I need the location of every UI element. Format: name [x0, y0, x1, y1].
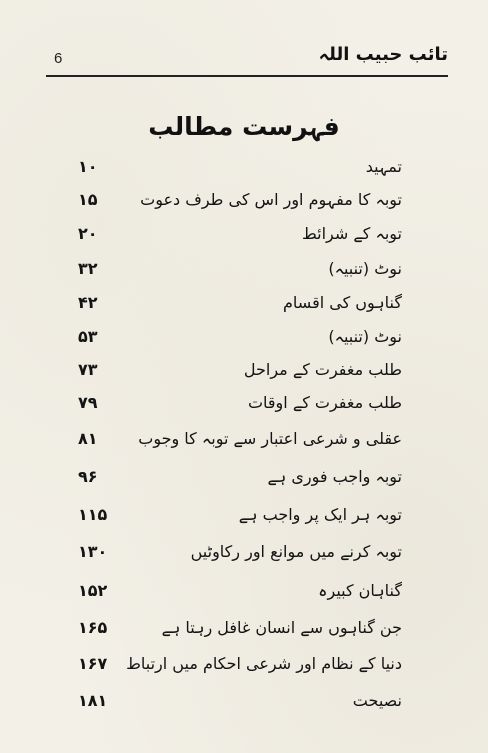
toc-entry-title: طلب مغفرت کے اوقات [247, 393, 402, 412]
toc-entry [78, 250, 402, 280]
toc-entry [78, 284, 402, 314]
toc-entry-title: عقلی و شرعی اعتبار سے توبہ کا وجوب [138, 429, 402, 448]
toc-entry [78, 572, 402, 602]
toc-entry-page: ۱۵۲ [78, 581, 108, 600]
toc-entry [78, 351, 402, 381]
toc-entry [78, 384, 402, 414]
toc-entry [78, 318, 402, 348]
toc-entry-title: توبہ کرنے میں موانع اور رکاوٹیں [190, 542, 402, 561]
toc-entry-page: ۱۰ [78, 157, 98, 176]
toc-entry-page: ۱۶۵ [78, 618, 108, 637]
running-header [30, 44, 458, 74]
toc-entry-page: ۱۶۷ [78, 654, 108, 673]
toc-entry-title: توبہ واجب فوری ہے [267, 467, 402, 486]
toc-entry-title: نوٹ (تنبیہ) [328, 327, 402, 346]
toc-heading: فہرست مطالب [148, 112, 340, 141]
toc-entry-page: ۴۲ [78, 293, 98, 312]
toc-entry-title: توبہ کا مفہوم اور اس کی طرف دعوت [140, 190, 402, 209]
toc-entry [78, 181, 402, 211]
toc-entry-title: دنیا کے نظام اور شرعی احکام میں ارتباط [126, 654, 402, 673]
toc-entry [78, 533, 402, 563]
toc-entry-title: نوٹ (تنبیہ) [328, 259, 402, 278]
toc-entry [78, 682, 402, 712]
toc-entry-page: ۲۰ [78, 224, 98, 243]
toc-entry-page: ۵۳ [78, 327, 98, 346]
toc-entry-page: ۱۵ [78, 190, 98, 209]
toc-entry-page: ۳۲ [78, 259, 98, 278]
toc-entry [78, 215, 402, 245]
toc-entry-page: ۷۹ [78, 393, 98, 412]
toc-entry-page: ۱۸۱ [78, 691, 108, 710]
toc-entry [78, 458, 402, 488]
toc-entry-page: ۷۳ [78, 360, 98, 379]
toc-entry [78, 645, 402, 675]
toc-entry [78, 609, 402, 639]
toc-entry-title: جن گناہوں سے انسان غافل رہتا ہے [161, 618, 402, 637]
toc-entry [78, 148, 402, 178]
toc-entry-page: ۱۱۵ [78, 505, 108, 524]
toc-entry-page: ۱۳۰ [78, 542, 108, 561]
toc-entry-title: نصیحت [352, 691, 402, 710]
toc-entry [78, 496, 402, 526]
toc-entry-page: ۹۶ [78, 467, 98, 486]
header-rule [46, 75, 448, 77]
page-number: 6 [54, 50, 63, 67]
toc-entry-title: گناہوں کی اقسام [283, 293, 402, 312]
toc-entry-title: توبہ کے شرائط [301, 224, 402, 243]
book-title: تائب حبیب اللہ [318, 44, 448, 65]
toc-entry-title: تمہید [365, 157, 402, 176]
toc-entry-title: طلب مغفرت کے مراحل [243, 360, 402, 379]
toc-entry-title: گناہان کبیرہ [318, 581, 402, 600]
toc-entry-title: توبہ ہر ایک پر واجب ہے [238, 505, 402, 524]
toc-entry-page: ۸۱ [78, 429, 98, 448]
toc-entry [78, 420, 402, 450]
